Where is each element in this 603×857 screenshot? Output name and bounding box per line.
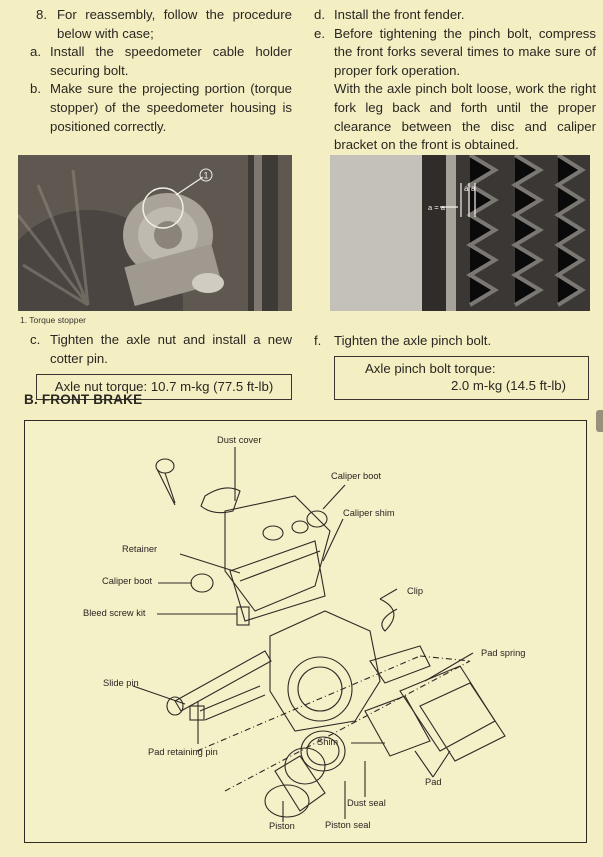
label-caliper-boot-left: Caliper boot xyxy=(102,576,153,586)
photo-caption: 1. Torque stopper xyxy=(20,315,86,325)
label-retainer: Retainer xyxy=(122,544,158,554)
label-pad: Pad xyxy=(425,777,442,787)
step-b xyxy=(30,80,292,136)
front-brake-exploded-diagram xyxy=(24,420,587,843)
step-marker: b. xyxy=(30,81,41,97)
step-marker: d. xyxy=(314,7,325,22)
spec-line-1: Axle pinch bolt torque: xyxy=(365,361,496,376)
label-caliper-shim: Caliper shim xyxy=(343,508,395,518)
label-piston: Piston xyxy=(269,821,295,831)
label-clip: Clip xyxy=(407,586,424,596)
label-caliper-boot-top: Caliper boot xyxy=(331,471,382,481)
step-f xyxy=(314,332,596,351)
step-text: Install the speedometer cable holder securing bolt. xyxy=(50,44,292,78)
gap-label: a xyxy=(471,184,476,193)
diagram-drawing xyxy=(25,421,586,842)
label-shim: Shim xyxy=(317,737,339,747)
step-c-block xyxy=(30,331,292,368)
step-c xyxy=(30,331,292,368)
step-e xyxy=(314,25,596,81)
step-a xyxy=(30,43,292,80)
step-f-block xyxy=(314,332,596,351)
label-slide-pin: Slide pin xyxy=(103,678,139,688)
step-e-paragraph: With the axle pinch bolt loose, work the right fork leg back and forth until the proper clearance between the disc and caliper bracket on the front is obtained. xyxy=(334,81,596,153)
gap-equation: a = a xyxy=(428,203,445,212)
label-bleed-screw-kit: Bleed screw kit xyxy=(83,608,146,618)
label-pad-spring: Pad spring xyxy=(481,648,526,658)
spec-line-2: 2.0 m-kg (14.5 ft-lb) xyxy=(450,378,566,393)
step-marker: c. xyxy=(30,332,41,347)
torque-stopper-photo xyxy=(18,155,292,311)
page-edge-tab xyxy=(596,410,603,432)
step-marker: f. xyxy=(314,333,322,348)
right-column-top xyxy=(314,6,596,155)
axle-nut-torque-spec: Axle nut torque: 10.7 m-kg (77.5 ft-lb) xyxy=(36,374,292,400)
step-text: Tighten the axle nut and install a new cotter pin. xyxy=(50,332,292,366)
section-heading: B. FRONT BRAKE xyxy=(24,392,143,407)
left-column-top xyxy=(30,6,292,136)
label-piston-seal: Piston seal xyxy=(325,820,371,830)
step-text: For reassembly, follow the procedure below with case; xyxy=(57,7,292,41)
label-dust-seal: Dust seal xyxy=(347,798,386,808)
photo-callout-number: 1 xyxy=(203,170,209,181)
step-text: Install the front fender. xyxy=(334,7,465,22)
pinch-bolt-torque-spec xyxy=(334,356,589,400)
label-pad-retaining-pin: Pad retaining pin xyxy=(148,747,218,757)
gap-label: a xyxy=(464,184,469,193)
step-marker: a. xyxy=(30,44,41,60)
step-marker: e. xyxy=(314,25,325,41)
step-text: Before tightening the pinch bolt, compress the front forks several times to make sure of proper fork operation. xyxy=(334,25,596,78)
step-text: Make sure the projecting portion (torque stopper) of the speedometer housing is positioned correctly. xyxy=(50,81,292,134)
step-8 xyxy=(30,6,292,43)
step-marker: 8. xyxy=(36,7,47,22)
step-d xyxy=(314,6,596,25)
caliper-clearance-photo xyxy=(330,155,590,311)
label-dust-cover: Dust cover xyxy=(217,435,262,445)
step-text: Tighten the axle pinch bolt. xyxy=(334,333,492,348)
